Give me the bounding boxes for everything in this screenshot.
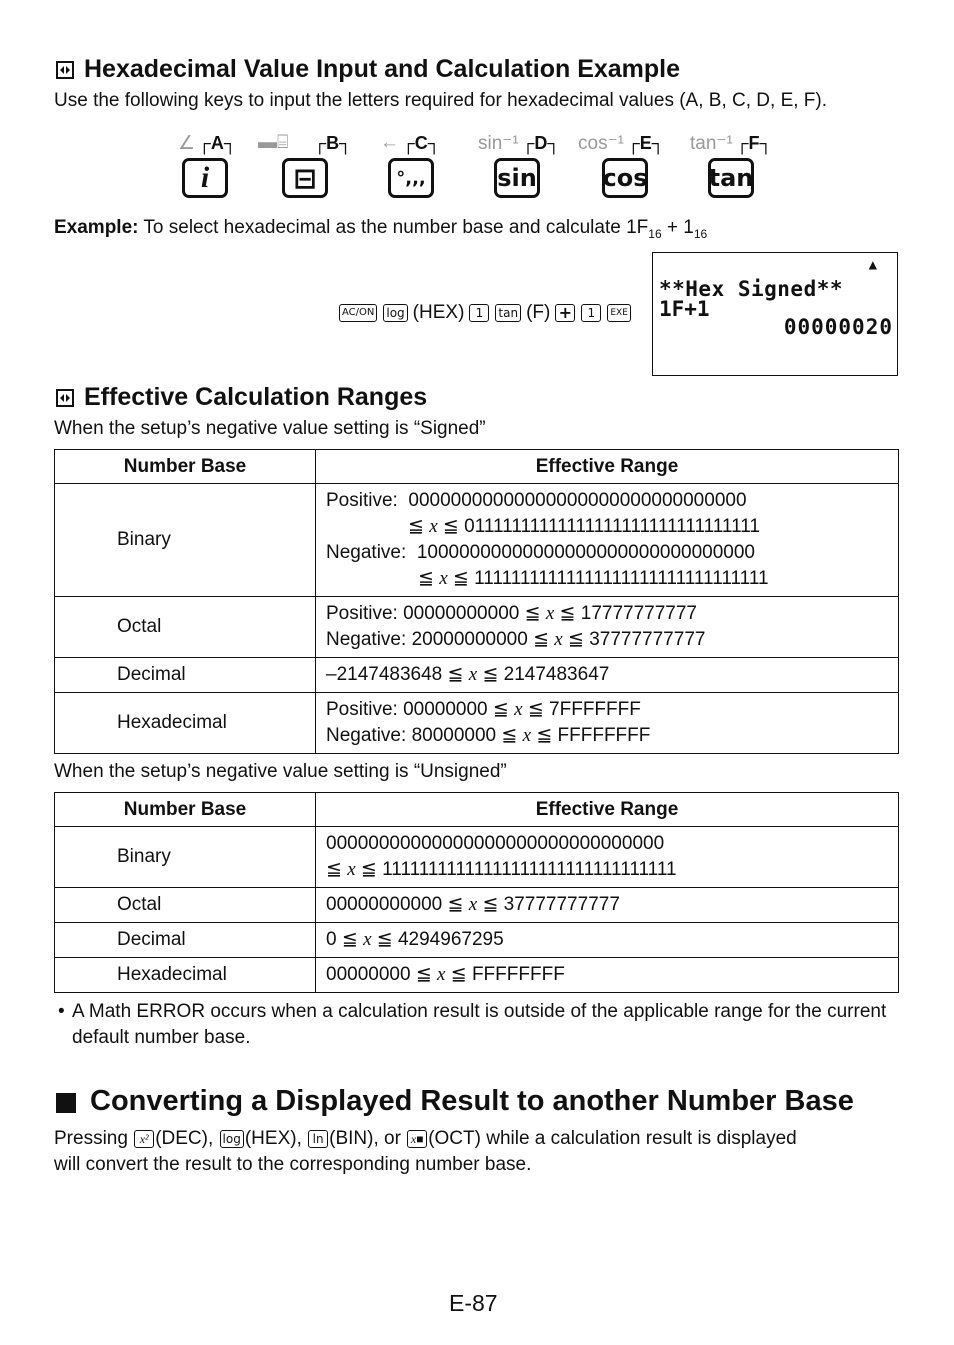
sin-key[interactable]: sin bbox=[494, 158, 540, 198]
table-row bbox=[55, 693, 899, 754]
shift-label: tan⁻¹ bbox=[690, 133, 733, 154]
range-cell bbox=[316, 693, 899, 754]
hex-intro-text: Use the following keys to input the letters required for hexadecimal values (A, B, C, D, E, F). bbox=[54, 90, 828, 111]
lcd-input-line: 1F+1 bbox=[659, 297, 710, 321]
range-line: ≦ x ≦ 11111111111111111111111111111111 bbox=[326, 859, 677, 880]
key-group-c bbox=[380, 128, 480, 208]
base-cell: Decimal bbox=[55, 923, 316, 958]
col-effective-range: Effective Range bbox=[316, 450, 899, 484]
alpha-label: ┌E┐ bbox=[626, 133, 665, 153]
bullet-icon: • bbox=[58, 1001, 65, 1022]
subscript: 16 bbox=[693, 226, 708, 241]
range-cell: 00000000000 ≦ x ≦ 37777777777 bbox=[316, 888, 899, 923]
tan-key[interactable]: tan bbox=[708, 158, 754, 198]
col-number-base: Number Base bbox=[55, 450, 316, 484]
hex-label: (HEX) bbox=[412, 302, 465, 323]
table-row bbox=[55, 923, 899, 958]
table-row bbox=[55, 597, 899, 658]
table-header-row bbox=[55, 793, 899, 827]
key-group-d bbox=[478, 128, 578, 208]
base-cell: Hexadecimal bbox=[55, 693, 316, 754]
convert-line-1: Pressing x² (DEC), log (HEX), ln (BIN), or x■ (OCT) while a calculation result is displayed bbox=[54, 1128, 797, 1149]
key-group-b bbox=[258, 128, 358, 208]
shift-label: sin⁻¹ bbox=[478, 133, 519, 154]
exe-key[interactable]: EXE bbox=[607, 304, 631, 322]
base-cell: Binary bbox=[55, 827, 316, 888]
fraction-key[interactable]: ⊟ bbox=[282, 158, 328, 198]
up-arrow-icon: ▲ bbox=[868, 257, 877, 273]
key-b-labels bbox=[258, 132, 352, 154]
key-group-f bbox=[690, 128, 790, 208]
key-a-labels bbox=[178, 132, 237, 155]
heading-text: Hexadecimal Value Input and Calculation Example bbox=[84, 55, 681, 83]
heading-text: Converting a Displayed Result to another Number Base bbox=[90, 1085, 854, 1117]
lcd-mode-line: **Hex Signed** bbox=[659, 277, 844, 301]
example-line bbox=[54, 215, 707, 247]
alpha-label: ┌A┐ bbox=[198, 133, 237, 153]
table-row bbox=[55, 958, 899, 993]
alpha-label: ┌C┐ bbox=[402, 132, 441, 153]
range-line: Positive: 00000000 ≦ x ≦ 7FFFFFFF bbox=[326, 699, 641, 720]
shift-label: ▬⌸ bbox=[258, 132, 289, 153]
table-row bbox=[55, 658, 899, 693]
table-header-row bbox=[55, 450, 899, 484]
unsigned-caption: When the setup’s negative value setting is “Unsigned” bbox=[54, 761, 507, 782]
square-marker-icon bbox=[56, 1093, 76, 1113]
diamond-marker-icon bbox=[56, 61, 74, 79]
f-label: (F) bbox=[526, 302, 551, 323]
range-cell: –2147483648 ≦ x ≦ 2147483647 bbox=[316, 658, 899, 693]
alpha-label: ┌D┐ bbox=[521, 133, 561, 153]
section-convert-heading bbox=[56, 1085, 854, 1118]
ln-key[interactable]: ln bbox=[308, 1130, 328, 1148]
key-c-labels bbox=[380, 132, 441, 154]
degree-key[interactable]: °,,, bbox=[388, 158, 434, 198]
key-group-e bbox=[578, 128, 678, 208]
shift-label: cos⁻¹ bbox=[578, 133, 624, 154]
section-ranges-heading bbox=[56, 383, 427, 412]
plus-key[interactable]: + bbox=[555, 304, 575, 322]
table-row bbox=[55, 888, 899, 923]
key-f-labels bbox=[690, 132, 772, 155]
log-key[interactable]: log bbox=[220, 1130, 244, 1148]
ac-on-key[interactable]: AC/ON bbox=[339, 304, 377, 322]
col-effective-range: Effective Range bbox=[316, 793, 899, 827]
lcd-result: 00000020 bbox=[783, 315, 893, 339]
example-plus: + 1 bbox=[661, 217, 694, 238]
subscript: 16 bbox=[648, 226, 662, 241]
one-key[interactable]: 1 bbox=[469, 304, 489, 322]
example-text: To select hexadecimal as the number base and calculate 1F bbox=[143, 217, 649, 238]
convert-line-2: will convert the result to the corresponding number base. bbox=[54, 1154, 532, 1175]
tan-key-small[interactable]: tan bbox=[495, 304, 521, 322]
range-line: Positive: 00000000000000000000000000000000 bbox=[326, 490, 747, 511]
key-d-labels bbox=[478, 132, 560, 155]
shift-label: ∠ bbox=[178, 133, 196, 154]
signed-caption: When the setup’s negative value setting is “Signed” bbox=[54, 418, 486, 439]
range-cell bbox=[316, 827, 899, 888]
example-label: Example: bbox=[54, 217, 139, 238]
alpha-label: ┌B┐ bbox=[313, 132, 352, 153]
range-cell: 00000000 ≦ x ≦ FFFFFFFF bbox=[316, 958, 899, 993]
key-sequence bbox=[338, 302, 632, 324]
table-row bbox=[55, 484, 899, 597]
x-squared-key[interactable]: x² bbox=[134, 1130, 154, 1148]
convert-paragraph bbox=[54, 1126, 904, 1178]
range-line: 00000000000000000000000000000000 bbox=[326, 833, 665, 854]
base-cell: Binary bbox=[55, 484, 316, 597]
one-key[interactable]: 1 bbox=[581, 304, 601, 322]
range-line: Negative: 20000000000 ≦ x ≦ 37777777777 bbox=[326, 629, 706, 650]
unsigned-range-table bbox=[54, 792, 899, 993]
base-cell: Decimal bbox=[55, 658, 316, 693]
range-line: Negative: 80000000 ≦ x ≦ FFFFFFFF bbox=[326, 725, 651, 746]
log-key[interactable]: log bbox=[383, 304, 407, 322]
calculator-lcd bbox=[652, 252, 898, 376]
math-error-note bbox=[58, 999, 903, 1051]
base-cell: Octal bbox=[55, 597, 316, 658]
shift-label: ← bbox=[380, 132, 399, 153]
range-line: Positive: 00000000000 ≦ x ≦ 17777777777 bbox=[326, 603, 697, 624]
col-number-base: Number Base bbox=[55, 793, 316, 827]
range-cell bbox=[316, 484, 899, 597]
signed-range-table bbox=[54, 449, 899, 754]
section-hex-input-heading bbox=[56, 55, 680, 84]
x-power-key[interactable]: x■ bbox=[407, 1130, 427, 1148]
page-number: E-87 bbox=[449, 1290, 498, 1316]
heading-text: Effective Calculation Ranges bbox=[84, 383, 428, 411]
alpha-label: ┌F┐ bbox=[735, 133, 773, 153]
table-row bbox=[55, 827, 899, 888]
i-key[interactable]: i bbox=[182, 158, 228, 198]
range-cell: 0 ≦ x ≦ 4294967295 bbox=[316, 923, 899, 958]
range-line: Negative: 10000000000000000000000000000000 bbox=[326, 542, 755, 563]
range-line: ≦ x ≦ 11111111111111111111111111111111 bbox=[418, 568, 769, 589]
range-line: ≦ x ≦ 01111111111111111111111111111111 bbox=[408, 516, 760, 537]
base-cell: Octal bbox=[55, 888, 316, 923]
cos-key[interactable]: cos bbox=[602, 158, 648, 198]
base-cell: Hexadecimal bbox=[55, 958, 316, 993]
range-cell bbox=[316, 597, 899, 658]
note-text: A Math ERROR occurs when a calculation result is outside of the applicable range for the current default number base. bbox=[72, 1001, 887, 1048]
diamond-marker-icon bbox=[56, 389, 74, 407]
key-e-labels bbox=[578, 132, 664, 155]
